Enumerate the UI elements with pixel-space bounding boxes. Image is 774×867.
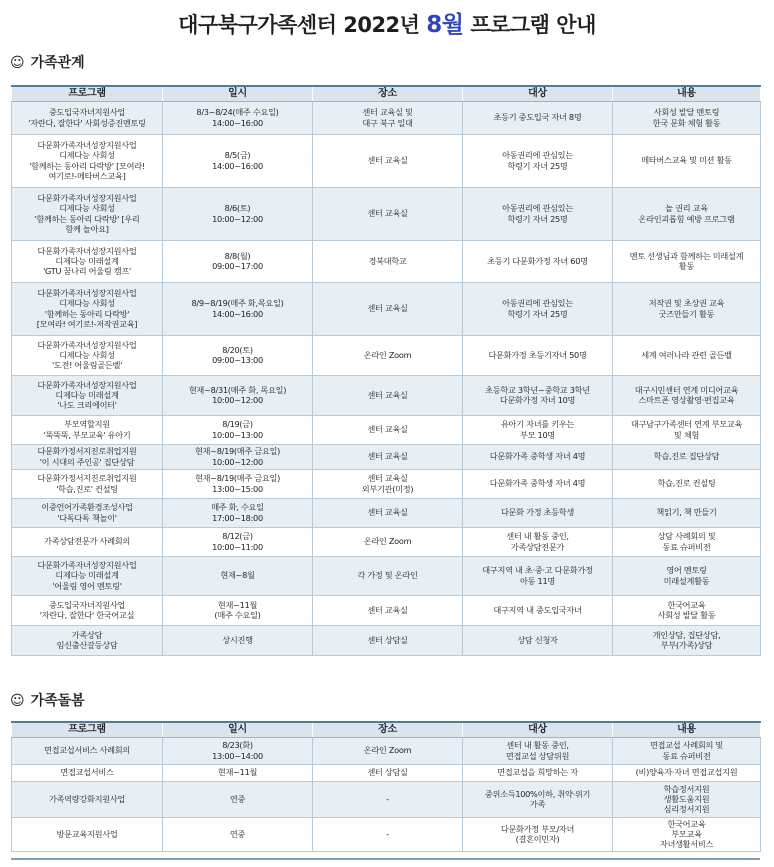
cell-text: 디제다능 사회성 [59,150,115,161]
smiley-icon: ☺ [10,693,25,709]
table-header-row [12,722,761,737]
cell-text: 부모역할지원 [64,419,110,430]
cell-text: 디제다능 사회성 [59,298,115,309]
cell-content [613,335,761,375]
cell-content [613,781,761,817]
cell-program [12,469,163,498]
table-row [12,817,761,851]
cell-text: 멘토 선생님과 함께하는 미래설계 [629,250,744,261]
cell-datetime [163,375,313,415]
cell-text: '함께하는 동아리 다락방' [모여라! [29,160,145,171]
cell-text: 각 가정 및 온라인 [357,570,418,581]
cell-text: 대구 북구 일대 [362,117,413,128]
cell-target [463,595,613,625]
cell-location [313,625,463,655]
cell-program [12,335,163,375]
cell-text: 초등기 다문화가정 자녀 60명 [487,255,588,266]
cell-text: 및 체험 [673,429,700,440]
cell-text: 8/3~8/24(매주 수요일) [196,107,279,118]
cell-target [463,498,613,527]
cell-text: 온라인 Zoom [363,349,412,360]
cell-text: 대구지역 내 초·중·고 다문화가정 [482,565,593,576]
cell-target [463,444,613,469]
cell-text: 면접교섭을 희망하는 자 [497,767,578,778]
cell-text: 외부기관(미정) [361,483,414,494]
cell-target [463,282,613,335]
cell-text: 미래설계활동 [663,575,710,586]
cell-text: 부부(가족)상담 [660,640,713,650]
cell-location [313,556,463,595]
cell-text: 학령기 자녀 25명 [507,213,568,224]
cell-text: 다문화가족 중학생 자녀 4명 [489,478,586,489]
cell-program [12,498,163,527]
cell-text: 센터 상담실 [367,634,408,645]
cell-text: 책읽기, 책 만들기 [656,507,717,518]
table-row [12,781,761,817]
cell-text: '어울림 영어 멘토링' [52,580,122,591]
cell-target [463,240,613,282]
cell-text: 아동권리에 관심있는 [502,203,573,214]
cell-text: 8/12(금) [222,531,253,542]
cell-text: 14:00~16:00 [212,117,263,128]
cell-text: 임신출산갈등상담 [56,640,118,650]
cell-content [613,498,761,527]
cell-datetime [163,737,313,764]
cell-text: 가족상담전문가 [510,541,565,552]
cell-text: - [386,828,389,839]
cell-text: 센터 교육실 [367,424,408,435]
cell-program [12,764,163,781]
cell-text: - [386,793,389,804]
family-care-table [11,721,761,852]
cell-text: '함께하는 동아리 다락방' [우리 [34,213,140,224]
cell-location [313,444,463,469]
cell-text: 학습,진로 집단상담 [653,451,720,462]
cell-text: 스마트폰 영상촬영·편집교육 [638,395,735,405]
cell-target [463,415,613,444]
section-title: 가족관계 [30,55,85,71]
cell-text: 함께 놀아요] [65,223,109,234]
cell-target [463,781,613,817]
cell-text: 다문화가족자녀성장지원사업 [37,140,137,150]
cell-text: 센터 교육실 [367,389,408,400]
cell-text: 센터 교육실 [367,155,408,166]
column-header-target: 대상 [463,722,613,737]
cell-content [613,415,761,444]
cell-text: 중도입국자녀지원사업 [48,599,126,610]
cell-text: 여기로!-메타버스교육] [48,170,126,181]
cell-program [12,444,163,469]
cell-text: 다문화가정 초등기자녀 50명 [488,349,587,360]
table-row [12,498,761,527]
cell-datetime [163,134,313,187]
column-header-datetime: 일시 [163,86,313,101]
cell-datetime [163,415,313,444]
cell-content [613,101,761,134]
cell-text: 현재~11월 [217,599,258,610]
table-row [12,187,761,240]
cell-program [12,134,163,187]
cell-text: 디제다능 사회성 [59,349,115,360]
cell-text: 다문화 가정 초등학생 [500,507,575,518]
table-row [12,469,761,498]
cell-text: 온라인 Zoom [363,536,412,547]
cell-text: 상담 사례회의 및 [657,531,716,542]
cell-text: 센터 교육실 [367,303,408,314]
cell-text: 다문화가족자녀성장지원사업 [37,193,137,203]
cell-text: 동료 슈퍼비전 [662,541,711,552]
cell-datetime [163,469,313,498]
cell-text: 현재~11월 [217,767,258,778]
cell-content [613,187,761,240]
cell-content [613,737,761,764]
cell-text: 대구시민센터 연계 미디어교육 [634,384,739,395]
table-row [12,595,761,625]
cell-location [313,134,463,187]
cell-text: 디제다능 미래설계 [55,389,119,400]
cell-text: 10:00~11:00 [212,541,263,552]
cell-datetime [163,101,313,134]
cell-text: 활동 [678,261,695,271]
cell-target [463,335,613,375]
cell-text: 면접교섭서비스 사례회의 [43,745,130,756]
table-row [12,282,761,335]
cell-text: 8/19(금) [222,419,253,430]
cell-text: 초등학교 3학년~중학교 3학년 [485,384,590,395]
cell-target [463,817,613,851]
cell-text: 자녀생활서비스 [659,839,714,850]
cell-text: 한국어교육 [667,818,706,829]
cell-text: 현재~8/19(매주 금요일) [194,446,281,457]
cell-location [313,527,463,556]
cell-text: 다문화가족자녀성장지원사업 [37,288,137,298]
cell-text: 센터 교육실 [367,507,408,518]
cell-content [613,764,761,781]
cell-text: (매주 수요일) [214,610,261,620]
cell-content [613,282,761,335]
cell-text: (비)양육자·자녀 면접교섭지원 [635,767,738,778]
cell-target [463,375,613,415]
title-prefix: 대구북구가족센터 2022년 [178,13,427,37]
cell-text: 센터 내 활동 중인, [506,531,569,542]
cell-datetime [163,498,313,527]
cell-text: 10:00~13:00 [212,429,263,440]
cell-text: 유아기 자녀를 키우는 [500,419,575,430]
cell-text: 온라인 Zoom [363,745,412,756]
cell-location [313,764,463,781]
cell-text: 동료 슈퍼비전 [662,750,711,761]
cell-text: 센터 교육실 [367,473,408,484]
cell-text: 가족 [529,799,546,809]
cell-program [12,101,163,134]
cell-target [463,187,613,240]
cell-text: 학령기 자녀 25명 [507,308,568,319]
cell-program [12,375,163,415]
cell-location [313,781,463,817]
cell-text: 10:00~12:00 [212,213,263,224]
cell-text: 아동권리에 관심있는 [502,298,573,309]
cell-text: 온라인괴롭힘 예방 프로그램 [638,213,735,224]
cell-text: 초등기 중도입국 자녀 8명 [493,112,582,123]
cell-text: 학습,진로 컨설팅 [657,478,716,489]
cell-program [12,240,163,282]
cell-location [313,595,463,625]
cell-text: 면접교섭서비스 [60,767,114,778]
cell-datetime [163,335,313,375]
cell-text: 개인상담, 집단상담, [652,629,721,640]
section-family-relations-heading [10,52,85,72]
cell-text: 영어 멘토링 [666,565,707,576]
cell-content [613,595,761,625]
cell-text: 매주 화, 수요일 [211,502,264,513]
cell-text: 연중 [229,828,246,839]
column-header-location: 장소 [313,86,463,101]
cell-text: 가족역량강화지원사업 [48,793,126,804]
cell-text: 학습정서지원 [663,783,710,794]
cell-program [12,187,163,240]
cell-program [12,781,163,817]
cell-datetime [163,444,313,469]
cell-text: 센터 교육실 [367,604,408,615]
cell-text: 아동 11명 [520,575,555,586]
cell-text: 가족상담 [71,629,103,640]
cell-text: 한국 문화 체험 활동 [652,117,721,128]
cell-text: 17:00~18:00 [212,512,263,523]
cell-text: 다문화가족자녀성장지원사업 [37,379,137,390]
cell-text: 다문화가정서지진로취업지원 [37,446,137,457]
cell-target [463,101,613,134]
cell-program [12,595,163,625]
title-suffix: 프로그램 안내 [463,13,596,37]
cell-program [12,527,163,556]
column-header-content: 내용 [613,722,761,737]
column-header-program: 프로그램 [12,722,163,737]
cell-text: '나도 크리에이터' [57,400,117,411]
cell-text: 센터 교육실 [367,451,408,462]
cell-datetime [163,240,313,282]
cell-content [613,817,761,851]
cell-content [613,240,761,282]
cell-datetime [163,187,313,240]
cell-text: 다문화가족자녀성장지원사업 [37,560,137,571]
cell-text: 저작권 및 초상권 교육 [648,298,725,309]
table-bottom-border [11,858,760,860]
cell-datetime [163,282,313,335]
cell-text: '뚝뚝뚝, 부모교육' 유아기 [43,429,131,440]
cell-program [12,282,163,335]
cell-location [313,817,463,851]
smiley-icon: ☺ [10,55,25,71]
cell-text: [모여라! 여기로!-저작권교육] [36,318,138,329]
cell-location [313,737,463,764]
cell-text: 센터 상담실 [367,767,408,778]
table-row [12,375,761,415]
cell-text: (결혼이민자) [515,834,560,844]
page-title [0,6,774,39]
cell-text: '다독다독 책놀이' [57,512,117,523]
cell-content [613,134,761,187]
cell-text: 아동권리에 관심있는 [502,150,573,161]
section-title: 가족돌봄 [30,693,85,709]
cell-text: '학습,진로' 컨설팅 [56,483,118,494]
cell-text: '자란다, 잘한다' 사회성증진멘토링 [28,117,146,128]
cell-program [12,817,163,851]
cell-content [613,444,761,469]
cell-text: 다문화가족자녀성장지원사업 [37,245,137,256]
cell-text: 상시진행 [222,634,253,645]
cell-text: 사회성 발달 멘토링 [653,107,720,118]
cell-text: 'GTU 꿈나리 어울림 캠프' [43,266,131,277]
cell-text: 굿즈만들기 활동 [658,308,715,319]
cell-location [313,282,463,335]
cell-target [463,527,613,556]
cell-text: 생활도움지원 [663,793,710,804]
cell-location [313,469,463,498]
table-row [12,444,761,469]
cell-location [313,240,463,282]
cell-location [313,101,463,134]
table-row [12,101,761,134]
table-row [12,556,761,595]
cell-text: 놀 권리 교육 [665,203,708,214]
table-row [12,737,761,764]
cell-text: 09:00~17:00 [212,261,263,271]
cell-text: 센터 교육실 및 [362,107,413,118]
cell-target [463,556,613,595]
cell-text: 09:00~13:00 [212,355,263,365]
cell-text: 중위소득100%이하, 취약·위기 [484,788,591,799]
title-month: 8월 [426,12,464,38]
column-header-datetime: 일시 [163,722,313,737]
cell-text: 이중언어가족환경조성사업 [41,502,133,513]
cell-target [463,134,613,187]
cell-text: 8/20(토) [222,344,253,355]
cell-location [313,187,463,240]
table-row [12,527,761,556]
cell-text: 10:00~12:00 [212,395,263,405]
cell-text: 14:00~16:00 [212,308,263,319]
cell-text: 현재~8/31(매주 화, 목요일) [188,384,287,395]
cell-program [12,415,163,444]
cell-location [313,498,463,527]
cell-text: 현재~8월 [220,570,255,581]
cell-datetime [163,625,313,655]
cell-content [613,556,761,595]
section-family-care-heading [10,690,85,710]
cell-text: 학령기 자녀 25명 [507,160,568,171]
cell-text: 연중 [229,793,246,804]
cell-text: 다문화가족자녀성장지원사업 [37,339,137,350]
cell-text: 다문화가정 부모/자녀 [500,823,575,834]
cell-text: 메타버스교육 및 미션 활동 [641,155,732,166]
column-header-content: 내용 [613,86,761,101]
cell-text: 10:00~12:00 [212,456,263,467]
cell-text: 면접교섭 상담위원 [505,750,570,761]
cell-content [613,527,761,556]
cell-text: 8/5(금) [224,150,251,161]
table-row [12,240,761,282]
cell-content [613,375,761,415]
family-relations-table [11,85,761,656]
cell-text: '함께하는 동아리 다락방' [44,308,130,319]
cell-location [313,335,463,375]
cell-text: 상담 신청자 [517,634,558,645]
cell-text: 면접교섭 사례회의 및 [649,740,724,751]
cell-target [463,625,613,655]
cell-location [313,415,463,444]
cell-text: 13:00~14:00 [212,750,263,761]
cell-text: 8/6(토) [224,203,251,214]
cell-datetime [163,527,313,556]
cell-content [613,469,761,498]
cell-text: 센터 교육실 [367,208,408,219]
cell-text: 중도입국자녀지원사업 [48,107,126,118]
column-header-target: 대상 [463,86,613,101]
table-row [12,335,761,375]
cell-text: 디제다능 미래설계 [55,570,119,581]
cell-target [463,737,613,764]
cell-text: 14:00~16:00 [212,160,263,171]
cell-datetime [163,595,313,625]
cell-text: 방문교육지원사업 [56,828,118,839]
cell-text: '이 시대의 주인공' 집단상담 [39,456,135,467]
cell-datetime [163,556,313,595]
cell-program [12,556,163,595]
cell-text: 세계 여러나라 관련 골든벨 [641,349,732,360]
cell-text: 디제다능 미래설계 [55,255,119,266]
cell-text: 가족상담전문가 사례회의 [43,536,130,547]
cell-text: 다문화가족 중학생 자녀 4명 [489,451,586,462]
column-header-program: 프로그램 [12,86,163,101]
cell-text: '도전! 어울림골든벨' [51,360,123,371]
cell-text: 다문화가정서지진로취업지원 [37,473,137,484]
cell-target [463,764,613,781]
cell-text: 13:00~15:00 [212,483,263,494]
cell-datetime [163,781,313,817]
cell-text: 대구남구가족센터 연계 부모교육 [630,419,743,430]
cell-datetime [163,817,313,851]
cell-text: 다문화가정 자녀 10명 [499,395,576,405]
cell-datetime [163,764,313,781]
cell-text: 심리정서지원 [663,804,710,815]
table-row [12,625,761,655]
cell-text: 현재~8/19(매주 금요일) [194,473,281,484]
cell-program [12,625,163,655]
table-header-row [12,86,761,101]
cell-text: 한국어교육 [667,599,706,610]
cell-content [613,625,761,655]
cell-text: '자란다, 잘한다' 한국어교실 [39,610,135,620]
cell-text: 부모 10명 [520,429,555,440]
cell-text: 8/8(월) [224,250,251,261]
cell-target [463,469,613,498]
cell-text: 8/9~8/19(매주 화,목요일) [191,298,284,309]
cell-text: 센터 내 활동 중인, [506,740,569,751]
cell-text: 대구지역 내 중도입국자녀 [493,604,582,615]
cell-text: 디제다능 사회성 [59,203,115,214]
cell-location [313,375,463,415]
cell-text: 8/23(화) [222,740,253,751]
cell-program [12,737,163,764]
table-row [12,134,761,187]
table-row [12,764,761,781]
cell-text: 부모교육 [671,828,702,839]
table-row [12,415,761,444]
column-header-location: 장소 [313,722,463,737]
cell-text: 사회성 발달 활동 [657,610,716,620]
cell-text: 경북대학교 [368,255,407,266]
